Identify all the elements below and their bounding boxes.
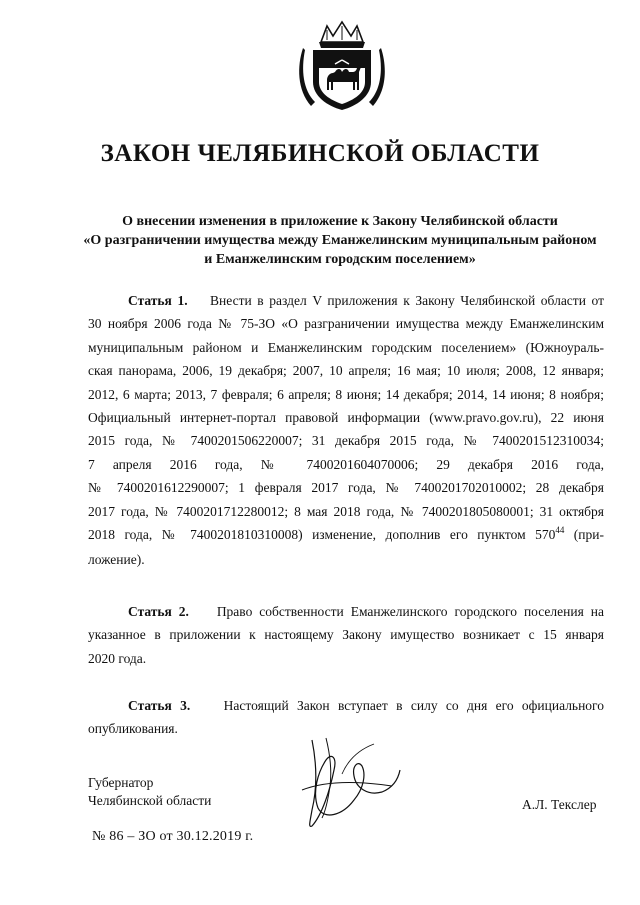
article-line: 2012, 6 марта; 2013, 7 февраля; 6 апреля; 8 июня; 14 декабря; 2014, 14 июня; 8 ноября; <box>88 386 604 402</box>
article-line: ложение). <box>88 552 145 568</box>
article-text: Настоящий Закон вступает в силу со дня его официального <box>223 698 605 713</box>
article-line <box>88 289 604 312</box>
article-heading: Статья 2. <box>128 604 189 619</box>
article-line: 2017 года, № 7400201712280012; 8 мая 2018 года, № 7400201805080001; 31 октября <box>88 503 604 519</box>
article-text: 2018 года, № 7400201810310008) изменение, дополнив его пунктом 570 <box>88 527 556 543</box>
article-line: 30 ноября 2006 года № 75-ЗО «О разграничении имущества между Еманжелинским <box>88 316 604 332</box>
article-text: (при- <box>564 527 604 543</box>
law-title: ЗАКОН ЧЕЛЯБИНСКОЙ ОБЛАСТИ <box>100 140 540 167</box>
article-text: Право собственности Еманжелинского городского поселения на <box>216 604 604 619</box>
subject-line: и Еманжелинским городским поселением» <box>204 252 476 267</box>
law-subject <box>60 212 620 269</box>
article-line: указанное в приложении к настоящему Закону имущество возникает с 15 января <box>88 627 604 643</box>
subject-line: «О разграничении имущества между Еманжелинским муниципальным районом <box>83 233 597 248</box>
article-line: 7 апреля 2016 года, № 7400201604070006; 29 декабря 2016 года, <box>88 456 604 472</box>
article-line: 2015 года, № 7400201506220007; 31 декабря 2015 года, № 7400201512310034; <box>88 433 604 449</box>
superscript-number: 44 <box>555 525 565 536</box>
article-heading: Статья 3. <box>128 698 191 713</box>
registration-number: № 86 – ЗО от 30.12.2019 г. <box>92 829 254 844</box>
article-line: 2020 года. <box>88 650 147 666</box>
article-line: ская панорама, 2006, 19 декабря; 2007, 10 апреля; 16 мая; 10 июля; 2008, 12 января; <box>88 363 604 379</box>
signatory-name: А.Л. Текслер <box>522 797 597 812</box>
signatory-title-line: Губернатор <box>88 775 154 790</box>
article-1 <box>88 289 604 572</box>
article-text: Внести в раздел V приложения к Закону Челябинской области от <box>210 293 605 308</box>
subject-line: О внесении изменения в приложение к Закону Челябинской области <box>122 214 558 229</box>
article-line: муниципальным районом и Еманжелинским городским поселением» (Южноураль- <box>88 339 604 355</box>
signatory-title <box>88 774 211 810</box>
article-heading: Статья 1. <box>128 293 188 308</box>
article-line: Официальный интернет-портал правовой информации (www.pravo.gov.ru), 22 июня <box>88 410 604 426</box>
article-line: № 7400201612290007; 1 февраля 2017 года, № 7400201702010002; 28 декабря <box>88 480 604 496</box>
article-line <box>88 600 604 623</box>
signatory-title-line: Челябинской области <box>88 793 212 808</box>
article-line <box>88 523 604 548</box>
article-2 <box>88 600 604 670</box>
article-line: опубликования. <box>88 721 178 737</box>
handwritten-signature-icon <box>282 730 412 835</box>
article-line <box>88 694 604 717</box>
chelyabinsk-coat-of-arms-icon <box>297 20 387 112</box>
